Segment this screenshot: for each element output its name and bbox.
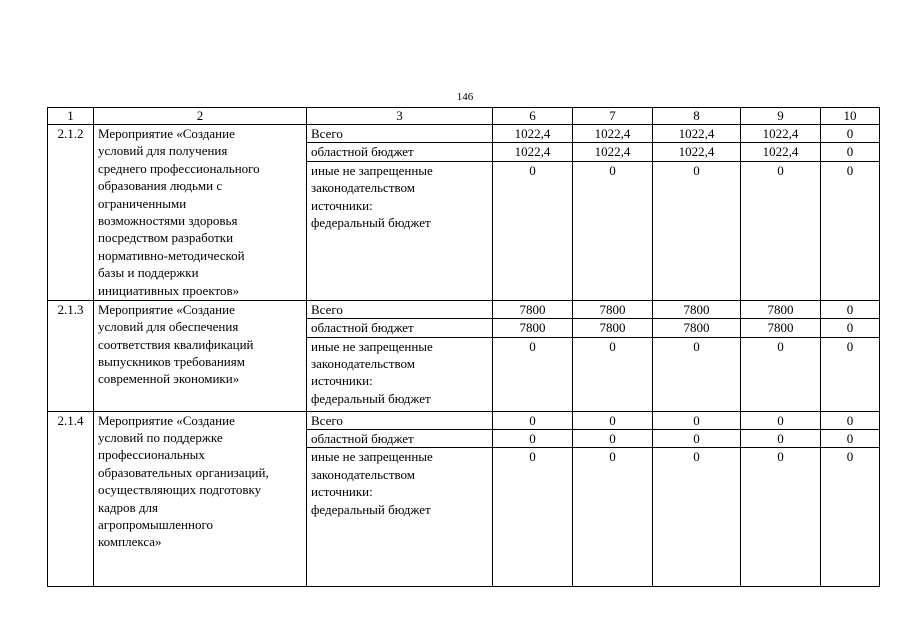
text-line: федеральный бюджет xyxy=(311,390,431,406)
value-cell: 0 xyxy=(741,411,821,429)
item-number: 2.1.2 xyxy=(48,125,94,301)
value-cell: 7800 xyxy=(493,300,573,318)
funding-source-label: Всего xyxy=(307,125,493,143)
value-cell: 0 xyxy=(741,430,821,448)
funding-source-label: Всего xyxy=(307,411,493,429)
item-title xyxy=(94,300,307,411)
value-cell: 0 xyxy=(653,161,741,300)
text-line: условий по поддержке xyxy=(98,430,223,446)
text-line: агропромышленного xyxy=(98,517,213,533)
funding-source-label xyxy=(307,161,493,300)
value-cell: 7800 xyxy=(741,300,821,318)
value-cell: 1022,4 xyxy=(573,125,653,143)
value-cell: 0 xyxy=(493,448,573,587)
value-cell: 0 xyxy=(821,411,880,429)
header-row xyxy=(48,108,880,125)
text-line: базы и поддержки xyxy=(98,265,199,281)
value-cell: 0 xyxy=(821,337,880,411)
value-cell: 7800 xyxy=(653,300,741,318)
text-line: законодательством xyxy=(311,356,416,372)
text-line: иные не запрещенные xyxy=(311,449,433,465)
text-line: нормативно-методической xyxy=(98,247,245,263)
text-line: среднего профессионального xyxy=(98,160,260,176)
text-line: образовательных организаций, xyxy=(98,464,269,480)
program-table xyxy=(47,107,880,587)
text-line: современной экономики» xyxy=(98,371,240,387)
value-cell: 0 xyxy=(653,448,741,587)
value-cell: 0 xyxy=(741,337,821,411)
value-cell: 0 xyxy=(821,125,880,143)
text-line: условий для обеспечения xyxy=(98,319,239,335)
text-line: комплекса» xyxy=(98,534,162,550)
text-line: соответствия квалификаций xyxy=(98,336,254,352)
value-cell: 0 xyxy=(653,430,741,448)
value-cell: 0 xyxy=(821,161,880,300)
header-cell: 1 xyxy=(48,108,94,125)
value-cell: 0 xyxy=(493,430,573,448)
text-line: образования людьми с xyxy=(98,178,223,194)
value-cell: 0 xyxy=(653,411,741,429)
text-line: профессиональных xyxy=(98,447,205,463)
value-cell: 0 xyxy=(573,448,653,587)
value-cell: 0 xyxy=(573,161,653,300)
text-line: законодательством xyxy=(311,466,416,482)
text-line: посредством разработки xyxy=(98,230,234,246)
item-number: 2.1.3 xyxy=(48,300,94,411)
text-line: инициативных проектов» xyxy=(98,282,240,298)
text-line: выпускников требованиям xyxy=(98,354,245,370)
header-cell: 6 xyxy=(493,108,573,125)
value-cell: 0 xyxy=(573,411,653,429)
value-cell: 7800 xyxy=(653,319,741,337)
value-cell: 0 xyxy=(493,411,573,429)
funding-source-label xyxy=(307,337,493,411)
value-cell: 0 xyxy=(821,300,880,318)
value-cell: 0 xyxy=(573,430,653,448)
text-line: возможностями здоровья xyxy=(98,213,238,229)
text-line: Мероприятие «Создание xyxy=(98,126,235,141)
table-row xyxy=(48,411,880,429)
text-line: иные не запрещенные xyxy=(311,162,433,178)
text-line: осуществляющих подготовку xyxy=(98,482,262,498)
value-cell: 7800 xyxy=(493,319,573,337)
value-cell: 0 xyxy=(741,448,821,587)
funding-source-label: областной бюджет xyxy=(307,430,493,448)
header-cell: 7 xyxy=(573,108,653,125)
item-number: 2.1.4 xyxy=(48,411,94,587)
value-cell: 7800 xyxy=(573,300,653,318)
text-line: Мероприятие «Создание xyxy=(98,412,235,428)
page-number: 146 xyxy=(456,91,474,103)
text-line: источники: xyxy=(311,373,373,389)
text-line: кадров для xyxy=(98,499,158,515)
value-cell: 0 xyxy=(741,161,821,300)
value-cell: 0 xyxy=(821,430,880,448)
value-cell: 0 xyxy=(821,143,880,161)
item-title xyxy=(94,411,307,587)
value-cell: 7800 xyxy=(573,319,653,337)
text-line: законодательством xyxy=(311,180,416,196)
text-line: ограниченными xyxy=(98,195,187,211)
table-row xyxy=(48,125,880,143)
item-title xyxy=(94,125,307,301)
text-line: федеральный бюджет xyxy=(311,215,431,231)
funding-source-label: Всего xyxy=(307,300,493,318)
header-cell: 3 xyxy=(307,108,493,125)
text-line: федеральный бюджет xyxy=(311,501,431,517)
value-cell: 0 xyxy=(821,448,880,587)
header-cell: 8 xyxy=(653,108,741,125)
value-cell: 0 xyxy=(653,337,741,411)
text-line: источники: xyxy=(311,484,373,500)
value-cell: 1022,4 xyxy=(493,125,573,143)
funding-source-label xyxy=(307,448,493,587)
value-cell: 0 xyxy=(493,337,573,411)
value-cell: 0 xyxy=(493,161,573,300)
header-cell: 2 xyxy=(94,108,307,125)
value-cell: 1022,4 xyxy=(741,125,821,143)
text-line: иные не запрещенные xyxy=(311,338,433,354)
table-body xyxy=(48,108,880,587)
text-line: источники: xyxy=(311,197,373,213)
value-cell: 1022,4 xyxy=(653,125,741,143)
value-cell: 1022,4 xyxy=(493,143,573,161)
table-row xyxy=(48,300,880,318)
value-cell: 1022,4 xyxy=(573,143,653,161)
value-cell: 0 xyxy=(573,337,653,411)
value-cell: 1022,4 xyxy=(741,143,821,161)
funding-source-label: областной бюджет xyxy=(307,143,493,161)
text-line: условий для получения xyxy=(98,143,228,159)
header-cell: 10 xyxy=(821,108,880,125)
header-cell: 9 xyxy=(741,108,821,125)
value-cell: 7800 xyxy=(741,319,821,337)
value-cell: 1022,4 xyxy=(653,143,741,161)
value-cell: 0 xyxy=(821,319,880,337)
funding-source-label: областной бюджет xyxy=(307,319,493,337)
text-line: Мероприятие «Создание xyxy=(98,301,235,317)
